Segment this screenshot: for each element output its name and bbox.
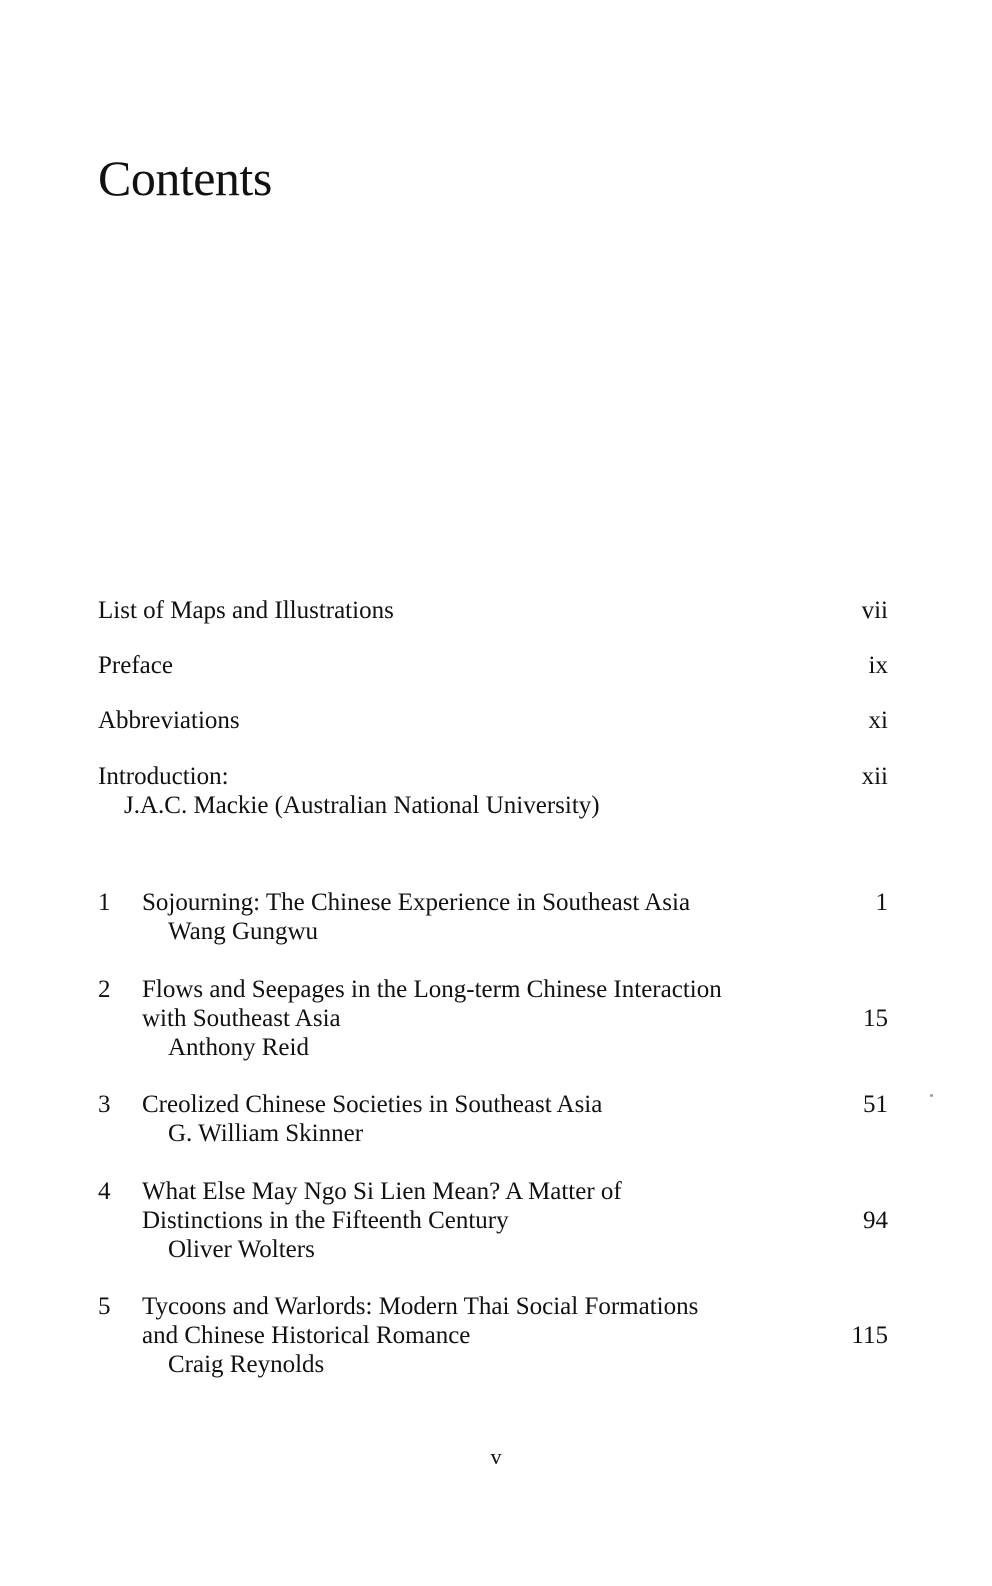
toc-chapter-2[interactable] xyxy=(0,975,992,1066)
scan-speck xyxy=(930,1094,933,1097)
chapter-number: 5 xyxy=(98,1293,111,1320)
toc-page-number: xi xyxy=(868,707,888,734)
toc-entry-title: Preface xyxy=(98,652,173,679)
chapter-title-line: Creolized Chinese Societies in Southeast Asia xyxy=(142,1091,603,1118)
chapter-title-line: What Else May Ngo Si Lien Mean? A Matter of xyxy=(142,1178,622,1205)
toc-chapter-5[interactable] xyxy=(0,1292,992,1383)
chapter-title-line: with Southeast Asia xyxy=(142,1005,341,1032)
chapter-number: 2 xyxy=(98,976,111,1003)
toc-chapter-4[interactable] xyxy=(0,1177,992,1268)
chapter-author: Anthony Reid xyxy=(168,1034,309,1061)
toc-page-number: 1 xyxy=(875,889,888,916)
toc-page-number: vii xyxy=(861,597,888,624)
chapter-author: Wang Gungwu xyxy=(168,918,319,945)
toc-entry-preface[interactable] xyxy=(0,651,992,683)
page-title: Contents xyxy=(98,150,272,206)
toc-page-number: 15 xyxy=(863,1005,888,1032)
toc-page-number: xii xyxy=(861,763,888,790)
toc-entry-abbreviations[interactable] xyxy=(0,706,992,738)
toc-entry-list-of-maps[interactable] xyxy=(0,596,992,628)
toc-entry-author: J.A.C. Mackie (Australian National University) xyxy=(124,792,600,819)
toc-entry-introduction[interactable] xyxy=(0,762,992,824)
chapter-number: 3 xyxy=(98,1091,111,1118)
toc-page-number: 94 xyxy=(863,1207,888,1234)
toc-page-number: 115 xyxy=(851,1322,888,1349)
page-folio: v xyxy=(490,1444,502,1469)
toc-entry-title: List of Maps and Illustrations xyxy=(98,597,394,624)
chapter-author: Craig Reynolds xyxy=(168,1351,325,1378)
chapter-number: 1 xyxy=(98,889,111,916)
chapter-title-line: Tycoons and Warlords: Modern Thai Social Formations xyxy=(142,1293,699,1320)
chapter-title-line: and Chinese Historical Romance xyxy=(142,1322,471,1349)
chapter-author: Oliver Wolters xyxy=(168,1236,315,1263)
toc-chapter-1[interactable] xyxy=(0,888,992,950)
toc-chapter-3[interactable] xyxy=(0,1090,992,1152)
chapter-title-line: Distinctions in the Fifteenth Century xyxy=(142,1207,509,1234)
chapter-title-line: Sojourning: The Chinese Experience in Southeast Asia xyxy=(142,889,691,916)
toc-entry-title: Introduction: xyxy=(98,763,229,790)
chapter-author: G. William Skinner xyxy=(168,1120,364,1147)
toc-page-number: 51 xyxy=(863,1091,888,1118)
chapter-title-line: Flows and Seepages in the Long-term Chinese Interaction xyxy=(142,976,722,1003)
chapter-number: 4 xyxy=(98,1178,111,1205)
toc-page-number: ix xyxy=(868,652,888,679)
toc-entry-title: Abbreviations xyxy=(98,707,240,734)
